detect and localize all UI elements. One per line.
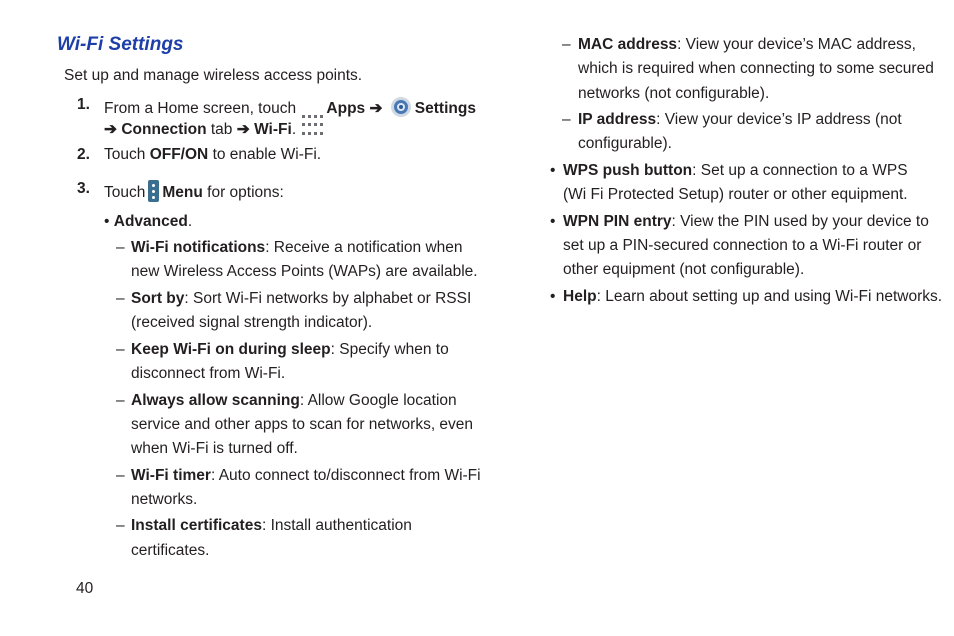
apps-icon (302, 115, 324, 137)
list-item-line: configurable). (578, 135, 672, 152)
item-label: Help (563, 288, 597, 305)
list-item-line (131, 290, 471, 308)
intro-text: Set up and manage wireless access points. (64, 67, 363, 84)
item-text: : Set up a connection to a WPS (692, 162, 908, 179)
list-item-line (578, 111, 902, 129)
list-item-line: (received signal strength indicator). (131, 314, 373, 331)
list-item-line (131, 467, 481, 485)
dash: – (116, 467, 125, 484)
advanced-item (104, 213, 192, 231)
item-label: WPS push button (563, 162, 693, 179)
list-item-line (563, 213, 929, 231)
bullet: • (104, 213, 110, 230)
menu-icon (148, 180, 159, 202)
item-label: Wi-Fi notifications (131, 239, 266, 256)
item-text: : Sort Wi-Fi networks by alphabet or RSSI (184, 290, 472, 307)
tab-text: tab (210, 121, 233, 138)
advanced-period: . (187, 213, 193, 230)
list-item-line (563, 288, 942, 306)
step-1-text: From a Home screen, touch (104, 100, 297, 117)
dash: – (116, 517, 125, 534)
arrow-2: ➔ (104, 121, 117, 138)
page-number: 40 (76, 580, 94, 597)
list-item-line: other equipment (not configurable). (563, 261, 805, 278)
dash: – (116, 239, 125, 256)
page-title: Wi-Fi Settings (57, 34, 184, 55)
list-item-line (131, 517, 412, 535)
menu-label: Menu (162, 184, 203, 201)
item-label: MAC address (578, 36, 678, 53)
list-item-line: disconnect from Wi-Fi. (131, 365, 286, 382)
list-item-line (131, 341, 449, 359)
arrow-3: ➔ (236, 121, 250, 138)
item-label: Wi-Fi timer (131, 467, 211, 484)
apps-label: Apps (326, 100, 366, 117)
dash: – (562, 36, 571, 53)
dash: – (562, 111, 571, 128)
item-label: WPN PIN entry (563, 213, 672, 230)
item-label: IP address (578, 111, 657, 128)
list-item-line: (Wi Fi Protected Setup) router or other equipment. (563, 186, 908, 203)
bullet: • (550, 213, 556, 230)
item-text: : Learn about setting up and using Wi-Fi networks. (596, 288, 943, 305)
item-label: Install certificates (131, 517, 262, 534)
step-1-period: . (291, 121, 297, 138)
list-item-line: networks. (131, 491, 198, 508)
settings-icon (390, 96, 412, 118)
list-item-line: networks (not configurable). (578, 85, 770, 102)
item-text: : View your device’s MAC address, (677, 36, 916, 53)
step-3-number: 3. (77, 180, 90, 197)
wifi-label: Wi-Fi (254, 121, 292, 138)
dash: – (116, 341, 125, 358)
list-item-line: new Wireless Access Points (WAPs) are available. (131, 263, 478, 280)
step-2-touch: Touch (104, 146, 146, 163)
item-label: Sort by (131, 290, 185, 307)
item-text: : Install authentication (261, 517, 412, 534)
offon-label: OFF/ON (149, 146, 209, 163)
item-text: : Specify when to (330, 341, 449, 358)
list-item-line: which is required when connecting to some secured (578, 60, 934, 77)
dash: – (116, 392, 125, 409)
step-2-number: 2. (77, 146, 90, 163)
bullet: • (550, 288, 556, 305)
step-1-number: 1. (77, 96, 90, 113)
list-item-line (563, 162, 908, 180)
dash: – (116, 290, 125, 307)
step-1-line-2 (104, 120, 296, 139)
bullet: • (550, 162, 556, 179)
item-text: : View the PIN used by your device to (671, 213, 929, 230)
list-item-line: service and other apps to scan for networks, even (131, 416, 474, 433)
list-item-line (131, 239, 463, 257)
list-item-line (578, 36, 916, 54)
item-text: : Allow Google location (299, 392, 457, 409)
step-2-rest: to enable Wi-Fi. (212, 146, 322, 163)
item-text: : View your device’s IP address (not (656, 111, 902, 128)
settings-label: Settings (414, 100, 476, 117)
step-2-line (104, 146, 321, 164)
list-item-line: certificates. (131, 542, 210, 559)
list-item-line (131, 392, 457, 410)
item-label: Keep Wi-Fi on during sleep (131, 341, 331, 358)
step-3-touch: Touch (104, 184, 146, 201)
advanced-label: Advanced (113, 213, 188, 230)
list-item-line: when Wi-Fi is turned off. (131, 440, 298, 457)
step-3-line (104, 180, 284, 202)
connection-label: Connection (121, 121, 207, 138)
item-label: Always allow scanning (131, 392, 300, 409)
list-item-line: set up a PIN-secured connection to a Wi-Fi router or (563, 237, 922, 254)
arrow-1: ➔ (369, 100, 383, 117)
step-3-rest: for options: (207, 184, 284, 201)
item-text: : Auto connect to/disconnect from Wi-Fi (210, 467, 481, 484)
item-text: : Receive a notification when (265, 239, 463, 256)
